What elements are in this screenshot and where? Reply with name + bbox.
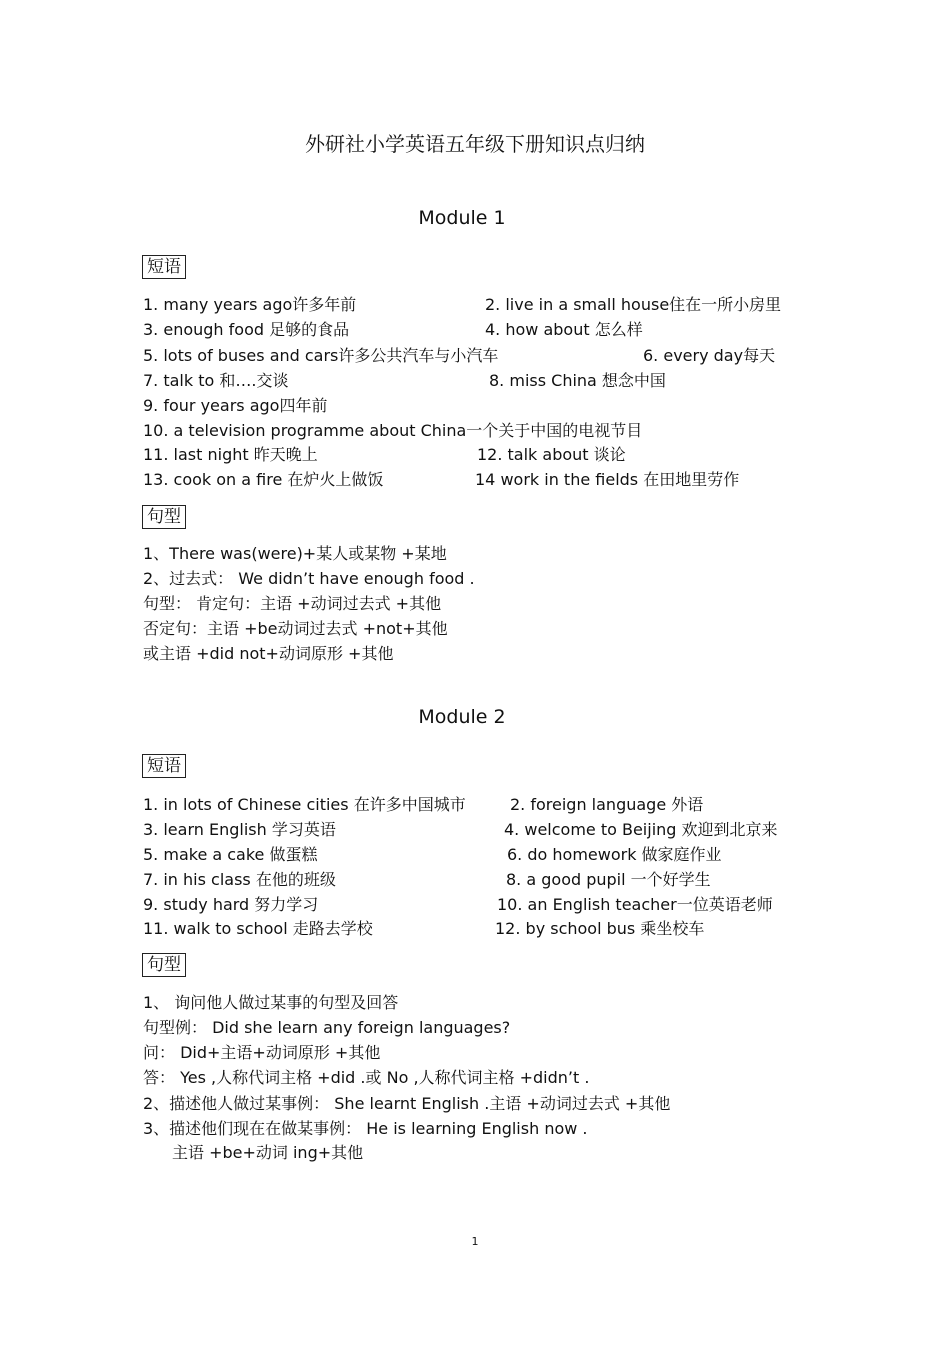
- m2-phrase-10: 10. an English teacher一位英语老师: [497, 895, 773, 914]
- m1-sentence-3: 句型： 肯定句：主语 +动词过去式 +其他: [143, 594, 442, 613]
- m1-phrase-9: 9. four years ago四年前: [143, 396, 328, 415]
- m1-phrase-11: 11. last night 昨天晚上: [143, 445, 318, 464]
- m1-phrase-7: 7. talk to 和….交谈: [143, 371, 289, 390]
- m2-sentence-2: 句型例： Did she learn any foreign languages?: [143, 1018, 511, 1037]
- m2-phrase-6: 6. do homework 做家庭作业: [507, 845, 722, 864]
- document-title: 外研社小学英语五年级下册知识点归纳: [305, 132, 645, 156]
- m2-phrase-5: 5. make a cake 做蛋糕: [143, 845, 318, 864]
- m1-phrase-8: 8. miss China 想念中国: [489, 371, 666, 390]
- m2-phrase-3: 3. learn English 学习英语: [143, 820, 336, 839]
- m1-phrase-13: 13. cook on a fire 在炉火上做饭: [143, 470, 384, 489]
- m1-sentence-5: 或主语 +did not+动词原形 +其他: [143, 644, 394, 663]
- m1-phrase-10: 10. a television programme about China一个关于中国的电视节目: [143, 421, 643, 440]
- m2-sentence-7: 主语 +be+动词 ing+其他: [172, 1143, 364, 1162]
- m2-sentence-3: 问： Did+主语+动词原形 +其他: [143, 1043, 381, 1062]
- m1-phrase-3: 3. enough food 足够的食品: [143, 320, 350, 339]
- m2-phrase-1: 1. in lots of Chinese cities 在许多中国城市: [143, 795, 466, 814]
- m2-sentence-1: 1、 询问他人做过某事的句型及回答: [143, 993, 399, 1012]
- m2-phrase-7: 7. in his class 在他的班级: [143, 870, 336, 889]
- m1-phrase-2: 2. live in a small house住在一所小房里: [485, 295, 782, 314]
- m2-phrase-9: 9. study hard 努力学习: [143, 895, 319, 914]
- m2-sentence-6: 3、描述他们现在在做某事例： He is learning English now .: [143, 1119, 588, 1138]
- m1-sentence-2: 2、过去式： We didn’t have enough food .: [143, 569, 475, 588]
- m1-phrase-5: 5. lots of buses and cars许多公共汽车与小汽车: [143, 346, 499, 365]
- m1-phrase-6: 6. every day每天: [643, 346, 776, 365]
- m2-phrase-11: 11. walk to school 走路去学校: [143, 919, 373, 938]
- m1-phrase-12: 12. talk about 谈论: [477, 445, 626, 464]
- m2-sentence-4: 答： Yes ,人称代词主格 +did .或 No ,人称代词主格 +didn’t .: [143, 1068, 590, 1087]
- m1-phrase-14: 14 work in the fields 在田地里劳作: [475, 470, 740, 489]
- module1-heading: Module 1: [418, 207, 506, 229]
- module1-sentences-tag: 句型: [142, 505, 186, 529]
- module2-phrases-tag: 短语: [142, 754, 186, 778]
- m2-phrase-4: 4. welcome to Beijing 欢迎到北京来: [504, 820, 778, 839]
- m2-phrase-8: 8. a good pupil 一个好学生: [506, 870, 711, 889]
- m1-phrase-1: 1. many years ago许多年前: [143, 295, 357, 314]
- m1-sentence-4: 否定句：主语 +be动词过去式 +not+其他: [143, 619, 448, 638]
- page-number: 1: [471, 1235, 479, 1248]
- module1-phrases-tag: 短语: [142, 255, 186, 279]
- m2-sentence-5: 2、描述他人做过某事例： She learnt English .主语 +动词过去式 +其他: [143, 1094, 671, 1113]
- m2-phrase-2: 2. foreign language 外语: [510, 795, 704, 814]
- m2-phrase-12: 12. by school bus 乘坐校车: [495, 919, 705, 938]
- module2-heading: Module 2: [418, 706, 506, 728]
- m1-sentence-1: 1、There was(were)+某人或某物 +某地: [143, 544, 447, 563]
- module2-sentences-tag: 句型: [142, 953, 186, 977]
- m1-phrase-4: 4. how about 怎么样: [485, 320, 643, 339]
